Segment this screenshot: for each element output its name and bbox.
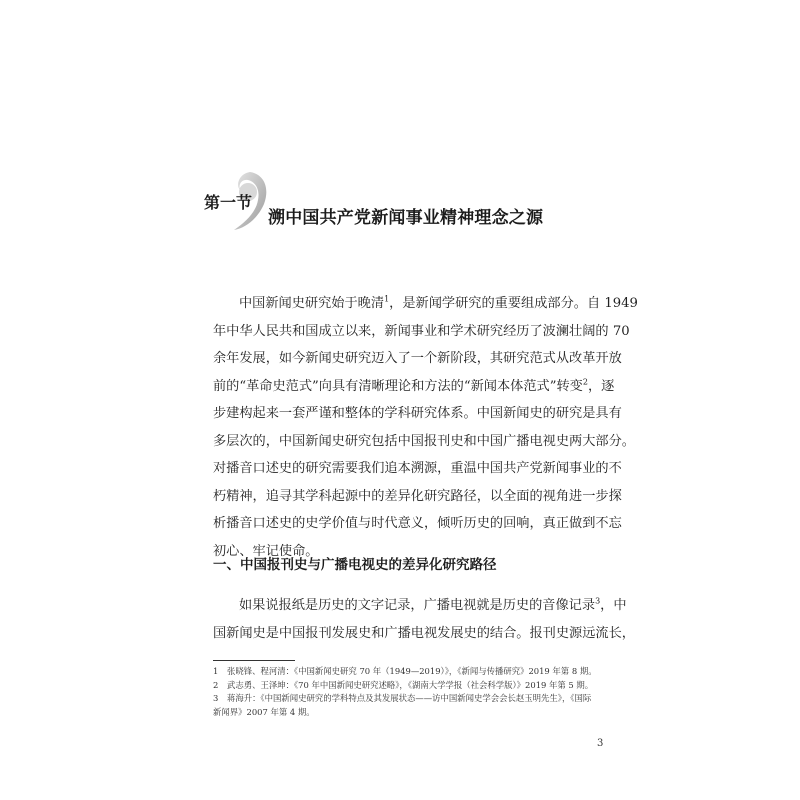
text-line [213,290,638,318]
text-line: 初心、牢记使命。 [213,543,319,559]
footnote-ref-3[interactable]: 3 [595,596,601,606]
footnote-text: 张晓锋、程河清：《中国新闻史研究 70 年（1949—2019）》，《新闻与传播研究》2019 年第 8 期。 [227,666,597,676]
text-segment: 如果说报纸是历史的文字记录，广播电视就是历史的音像记录 [239,598,596,613]
paragraph-section-one [213,592,635,647]
text-line: 余年发展，如今新闻史研究迈入了一个新阶段，其研究范式从改革开放 [213,351,622,366]
text-line: 多层次的，中国新闻史研究包括中国报刊史和中国广播电视史两大部分。 [213,433,635,449]
footnote-2 [213,679,608,693]
footnote-number: 2 [213,679,219,690]
text-line: 对播音口述史的研究需要我们追本溯源，重温中国共产党新闻事业的不 [213,461,622,476]
footnote-divider [213,660,295,661]
text-segment: ，逐 [587,378,615,394]
section-title: 溯中国共产党新闻事业精神理念之源 [268,208,544,228]
page-number: 3 [597,738,604,749]
footnote-ref-1[interactable]: 1 [384,294,390,304]
text-line [213,373,615,401]
text-line: 朽精神，追寻其学科起源中的差异化研究路径，以全面的视角进一步探 [213,488,622,504]
footnotes [213,665,608,719]
section-header [200,180,620,240]
paragraph-intro [213,290,638,565]
text-line: 国新闻史是中国报刊发展史和广播电视发展史的结合。报刊史源远流长， [213,625,635,641]
footnote-text-continuation: 新闻界》2007 年第 4 期。 [213,706,315,717]
footnote-3 [213,692,608,719]
text-segment: 前的“革命史范式”向具有清晰理论和方法的“新闻本体范式”转变 [213,378,583,394]
footnote-ref-2[interactable]: 2 [582,377,588,387]
footnote-text: 武志勇、王泽坤：《70 年中国新闻史研究述略》，《湖南大学学报（社会科学版）》2019 年第 5 期。 [227,679,594,690]
text-line [213,592,627,620]
footnote-number: 1 [213,666,219,676]
section-label: 第一节 [204,193,253,212]
footnote-text: 蒋海升：《中国新闻史研究的学科特点及其发展状态——访中国新闻史学会会长赵玉明先生》，《国际 [227,693,592,703]
text-segment: 中国新闻史研究始于晚清 [239,296,385,311]
subheading: 一、中国报刊史与广播电视史的差异化研究路径 [213,557,497,573]
text-line: 年中华人民共和国成立以来，新闻事业和学术研究经历了波澜壮阔的 70 [213,323,630,339]
footnote-1 [213,665,608,679]
text-segment: ，是新闻学研究的重要组成部分。自 1949 [389,296,638,311]
text-segment: ，中 [600,598,627,613]
footnote-number: 3 [213,693,219,703]
text-line: 析播音口述史的史学价值与时代意义，倾听历史的回响，真正做到不忘 [213,516,622,531]
text-line: 步建构起来一套严谨和整体的学科研究体系。中国新闻史的研究是具有 [213,406,622,421]
